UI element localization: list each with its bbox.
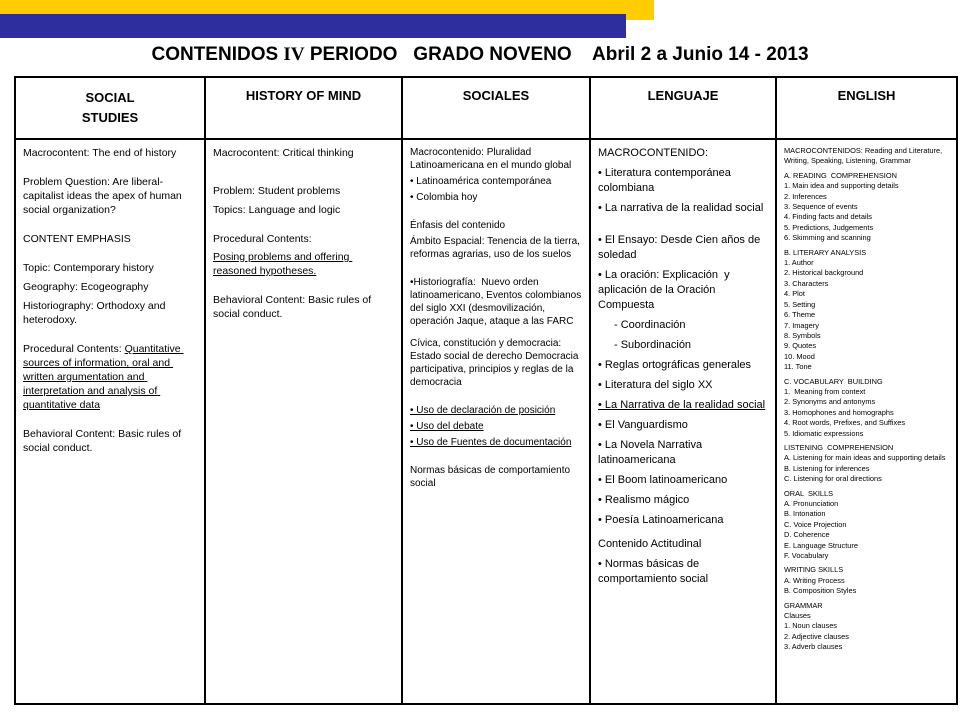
len-actitudinal: Contenido Actitudinal — [598, 538, 702, 550]
list-item: 6. Theme — [784, 310, 816, 320]
len-item-narrativa-realidad: • La Narrativa de la realidad social — [598, 399, 766, 411]
list-item: D. Coherence — [784, 530, 830, 540]
soc-link-fuentes: • Uso de Fuentes de documentación — [410, 437, 572, 448]
len-item-subordinacion: - Subordinación — [614, 339, 692, 351]
lenguaje-cell — [590, 139, 776, 704]
list-item: 8. Symbols — [784, 330, 821, 340]
len-item-poesia: • Poesía Latinoamericana — [598, 514, 724, 526]
len-item-boom: • El Boom latinoamericano — [598, 474, 728, 486]
list-item: 1. Noun clauses — [784, 621, 837, 631]
ss-procedural-contents — [23, 342, 198, 412]
ss-procedural-label: Procedural Contents: — [23, 343, 125, 355]
soc-bullet-colombia: • Colombia hoy — [410, 192, 478, 203]
len-macrocontenido: MACROCONTENIDO: — [598, 147, 708, 159]
soc-normas: Normas básicas de comportamiento social — [410, 465, 573, 489]
eng-listening-title: LISTENING COMPREHENSION — [784, 442, 894, 452]
len-item-novela: • La Novela Narrativa latinoamericana — [598, 439, 706, 466]
column-header-lenguaje: LENGUAJE — [590, 77, 776, 139]
eng-reading-list — [784, 181, 950, 243]
column-header-history-of-mind: HISTORY OF MIND — [205, 77, 402, 139]
hom-behavioral-content: Behavioral Content: Basic rules of social conduct. — [213, 294, 375, 320]
list-item: B. Composition Styles — [784, 586, 857, 596]
hom-topics: Topics: Language and logic — [213, 204, 341, 216]
list-item: E. Language Structure — [784, 540, 858, 550]
list-item: 3. Homophones and homographs — [784, 407, 894, 417]
hom-procedural-label: Procedural Contents: — [213, 233, 312, 245]
len-item-coordinacion: - Coordinación — [614, 319, 686, 331]
list-item: 2. Historical background — [784, 268, 864, 278]
len-item-reglas: • Reglas ortográficas generales — [598, 359, 752, 371]
list-item: A. Pronunciation — [784, 499, 839, 508]
column-header-sociales: SOCIALES — [402, 77, 590, 139]
list-item: 10. Mood — [784, 351, 815, 361]
list-item: 2. Adjective clauses — [784, 631, 849, 641]
list-item: 3. Characters — [784, 278, 829, 288]
list-item: 6. Skimming and scanning — [784, 233, 871, 243]
list-item: 11. Tone — [784, 362, 812, 372]
soc-link-declaracion: • Uso de declaración de posición — [410, 405, 556, 416]
len-item-narrativa: • La narrativa de la realidad social — [598, 202, 764, 214]
hom-procedural-value: Posing problems and offering reasoned hypotheses. — [213, 251, 353, 277]
eng-literary-list — [784, 258, 950, 372]
len-item-oracion: • La oración: Explicación y aplicación de la Oración Compuesta — [598, 269, 733, 311]
eng-vocab-list — [784, 387, 950, 439]
social-studies-cell — [15, 139, 205, 704]
sociales-cell — [402, 139, 590, 704]
list-item: 1. Meaning from context — [784, 386, 866, 396]
list-item: 2. Synonyms and antonyms — [784, 397, 876, 407]
len-item-vanguardismo: • El Vanguardismo — [598, 419, 688, 431]
len-item-literatura-xx: • Literatura del siglo XX — [598, 379, 713, 391]
list-item: 2. Inferences — [784, 191, 827, 201]
list-item: 1. Author — [784, 258, 814, 268]
ss-macrocontent: Macrocontent: The end of history — [23, 147, 177, 159]
eng-writing-list — [784, 576, 950, 597]
eng-reading-title: A. READING COMPREHENSION — [784, 170, 897, 180]
list-item: 9. Quotes — [784, 341, 817, 351]
decorative-navy-bar — [0, 14, 626, 38]
ss-geography: Geography: Ecogeography — [23, 281, 149, 293]
len-item-realismo: • Realismo mágico — [598, 494, 690, 506]
list-item: Clauses — [784, 611, 811, 621]
contents-table — [14, 76, 958, 705]
eng-listening-list — [784, 453, 950, 484]
title-part1: CONTENIDOS — [151, 44, 284, 65]
history-of-mind-cell — [205, 139, 402, 704]
soc-macrocontenido: Macrocontenido: Pluralidad Latinoamericana en el mundo global — [410, 147, 572, 171]
title-part2: PERIODO GRADO NOVENO Abril 2 a Junio 14 - 2013 — [304, 44, 809, 65]
eng-grammar-title: GRAMMAR — [784, 600, 823, 610]
list-item: 5. Setting — [784, 299, 816, 309]
list-item: 4. Finding facts and details — [784, 212, 872, 222]
list-item: 1. Main idea and supporting details — [784, 181, 899, 191]
ss-topic: Topic: Contemporary history — [23, 262, 154, 274]
eng-grammar-list — [784, 611, 950, 653]
soc-bullet-latinoamerica: • Latinoamérica contemporánea — [410, 176, 552, 187]
list-item: B. Listening for inferences — [784, 463, 870, 473]
title-roman-numeral: IV — [283, 44, 305, 65]
header-row — [15, 77, 957, 139]
eng-literary-title: B. LITERARY ANALYSIS — [784, 247, 867, 257]
list-item: 7. Imagery — [784, 320, 819, 330]
hom-macrocontent: Macrocontent: Critical thinking — [213, 147, 354, 159]
eng-oral-title: ORAL SKILLS — [784, 488, 834, 498]
list-item: A. Listening for main ideas and supporting details — [784, 453, 946, 463]
list-item: 3. Adverb clauses — [784, 642, 843, 652]
list-item: A. Writing Process — [784, 575, 845, 585]
list-item: 5. Predictions, Judgements — [784, 222, 874, 232]
list-item: C. Listening for oral directions — [784, 474, 882, 484]
len-item-ensayo: • El Ensayo: Desde Cien años de soledad — [598, 234, 764, 261]
list-item: 4. Plot — [784, 289, 805, 299]
list-item: 5. Idiomatic expressions — [784, 428, 864, 438]
len-item-literatura-contemporanea: • Literatura contemporánea colombiana — [598, 167, 734, 194]
column-header-social-studies: SOCIAL STUDIES — [15, 77, 205, 139]
soc-civica: Cívica, constitución y democracia: Estado social de derecho Democracia participativa, principios y reglas de la democracia — [410, 338, 582, 388]
soc-link-debate: • Uso del debate — [410, 421, 484, 432]
column-header-english: ENGLISH — [776, 77, 957, 139]
soc-ambito-espacial: Ámbito Espacial: Tenencia de la tierra, reformas agrarias, uso de los suelos — [410, 236, 583, 260]
content-row — [15, 139, 957, 704]
list-item: 4. Root words, Prefixes, and Suffixes — [784, 418, 906, 428]
ss-procedural-value: Quantitative sources of information, oral and written argumentation and interpretation and analysis of quantitative data — [23, 343, 184, 411]
list-item: B. Intonation — [784, 509, 826, 519]
english-cell — [776, 139, 957, 704]
eng-vocab-title: C. VOCABULARY BUILDING — [784, 376, 883, 386]
len-item-normas: • Normas básicas de comportamiento social — [598, 558, 709, 585]
soc-enfasis: Énfasis del contenido — [410, 220, 506, 231]
eng-writing-title: WRITING SKILLS — [784, 565, 844, 575]
eng-oral-list — [784, 499, 950, 561]
hom-problem: Problem: Student problems — [213, 185, 341, 197]
page-title — [0, 44, 960, 66]
ss-content-emphasis: CONTENT EMPHASIS — [23, 233, 131, 245]
eng-macrocontenidos: MACROCONTENIDOS: Reading and Literature, Writing, Speaking, Listening, Grammar — [784, 146, 945, 166]
ss-historiography: Historiography: Orthodoxy and heterodoxy. — [23, 300, 169, 326]
list-item: F. Vocabulary — [784, 551, 829, 561]
list-item: 3. Sequence of events — [784, 202, 858, 212]
soc-historiografia: •Historiografía: Nuevo orden latinoamericano, Eventos colombianos del siglo XXI (desmovilización, operación Jaque, ataque a las FARC — [410, 277, 584, 327]
ss-behavioral-content: Behavioral Content: Basic rules of social conduct. — [23, 428, 185, 454]
ss-problem-question: Problem Question: Are liberal-capitalist ideas the apex of human social organization? — [23, 176, 185, 216]
list-item: C. Voice Projection — [784, 519, 847, 529]
